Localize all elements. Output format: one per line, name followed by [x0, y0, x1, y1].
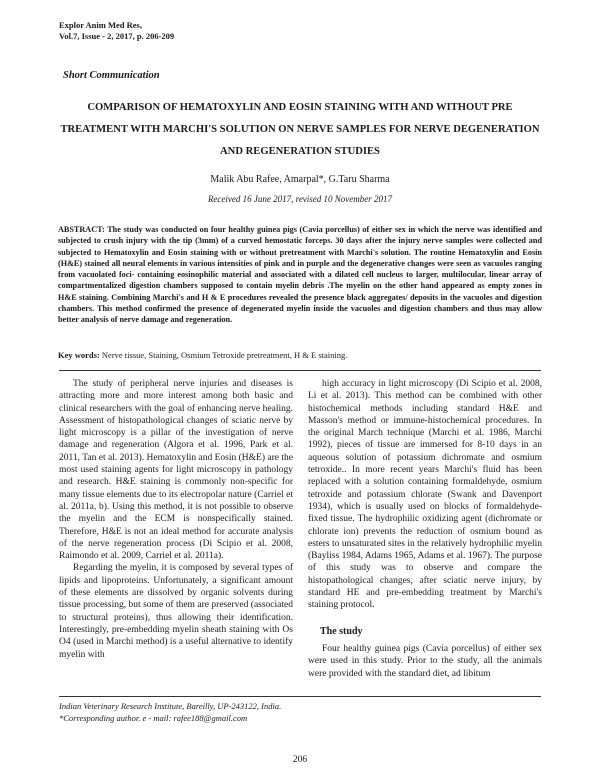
body-paragraph: Regarding the myelin, it is composed by several types of lipids and lipoproteins. Unfortunately, a significant amount of these elements are dissolved by organic solvents during tissue processing, but some of them are preserved (associated to structural proteins), thus allowing their identification. Interestingly, pre-embedding myelin sheath staining with Os O4 (used in Marchi method) is a useful alternative to identify myelin with	[59, 563, 293, 660]
affiliation: Indian Veterinary Research Institute, Bareilly, UP-243122, India.	[59, 701, 282, 711]
body-paragraph: Four healthy guinea pigs (Cavia porcellus) of either sex were used in this study. Prior to the study, all the animals were provided with the standard diet, ad libitum	[308, 643, 542, 679]
author-list: Malik Abu Rafee, Amarpal*, G.Taru Sharma	[210, 174, 390, 185]
body-paragraph: high accuracy in light microscopy (Di Scipio et al. 2008, Li et al. 2013). This method can be combined with other histochemical methods including standard H&E and Masson's method or immune-histochemical procedures. In the original March technique (Marchi et al. 1986, Marchi 1992), pieces of tissue are immersed for 8-10 days in an aqueous solution of potassium dichromate and osmium tetroxide.. In more recent years Marchi's fluid has been replaced with a solution containing formaldehyde, osmium tetroxide and potassium chlorate (Swank and Davenport 1934), which is usually used on blocks of formaldehyde-fixed tissue. The hydrophilic oxidizing agent (dichromate or chlorate ion) prevents the reduction of osmium bound as esters to unsaturated sites in the relatively hydrophilic myelin (Bayliss 1984, Adams 1965, Adams et al. 1967). The purpose of this study was to observe and compare the histopathological changes, after sciatic nerve injury, by standard HE and pre-embedding treatment by Marchi's staining protocol.	[308, 379, 542, 611]
corresponding-author: *Corresponding author. e - mail: rafee188@gmail.com	[59, 712, 248, 723]
body-paragraph: The study of peripheral nerve injuries and diseases is attracting more and more interest among both basic and clinical researchers with the goal of enhancing nerve healing. Assessment of histopathological changes of sciatic nerve by light microscopy is a pillar of the investigation of nerve damage and regeneration (Algora et al. 1996, Park et al. 2011, Tan et al. 2013). Hematoxylin and Eosin (H&E) are the most used staining agents for light microscopy in pathology and research. H&E staining is commonly non-specific for many tissue elements due to its electropolar nature (Carriel et al. 2011a, b). Using this method, it is not possible to observe the myelin and the ECM is nonspecifically stained. Therefore, H&E is not an ideal method for accurate analysis of the nerve regeneration process (Di Scipio et al. 2008, Raimondo et al. 2009, Carriel et al. 2011a).	[59, 379, 293, 562]
journal-name: Explor Anim Med Res,	[59, 20, 142, 30]
journal-volume: Vol.7, Issue - 2, 2017, p. 206-209	[59, 31, 175, 41]
section-heading-the-study: The study	[320, 625, 363, 637]
keywords-text: Nerve tissue, Staining, Osmium Tetroxide pretreatment, H & E staining.	[101, 350, 348, 360]
keywords-label: Key words:	[58, 350, 100, 360]
body-column-right	[308, 378, 542, 680]
received-dates: Received 16 June 2017, revised 10 November 2017	[207, 194, 393, 204]
footnote-divider	[59, 696, 541, 697]
footnote	[59, 701, 281, 724]
page-number: 206	[292, 755, 308, 765]
abstract-text: The study was conducted on four healthy guinea pigs (Cavia porcellus) of either sex in which the nerve was identified and subjected to crush injury with the tip (3mm) of a curved hemostatic forceps. 30 days after the injury nerve samples were collected and subjected to Hematoxylin and Eosin staining with or without pretreatment with Marchi's solution. The routine Hematoxylin and Eosin (H&E) stained all neural elements in various intensities of pink and in purple and the degenerative changes were seen as vacuoles ranging from vacuolated foci- containing eosinophilic material and associated with a dilated cell nucleus to larger, multilocular, linear array of compartmentalized digestion chambers supposed to contain myelin debris .The myelin on the other hand appeared as empty zones in H&E staining. Combining Marchi's and H & E procedures revealed the presence black aggregates/ deposits in the vacuoles and digestion chambers. This method confirmed the presence of degenerated myelin inside the vacuoles and digestion chambers and thus may allow better analysis of nerve damage and regeneration.	[58, 225, 542, 325]
body-column-left	[59, 378, 293, 661]
keywords	[58, 350, 542, 360]
abstract	[58, 224, 542, 326]
abstract-label: ABSTRACT:	[58, 225, 105, 234]
journal-citation	[59, 20, 174, 42]
keywords-divider	[59, 370, 541, 371]
section-label: Short Communication	[63, 70, 160, 81]
article-title: COMPARISON OF HEMATOXYLIN AND EOSIN STAINING WITH AND WITHOUT PRE TREATMENT WITH MARCHI'S SOLUTION ON NERVE SAMPLES FOR NERVE DEGENERATION AND REGENERATION STUDIES	[60, 102, 540, 157]
